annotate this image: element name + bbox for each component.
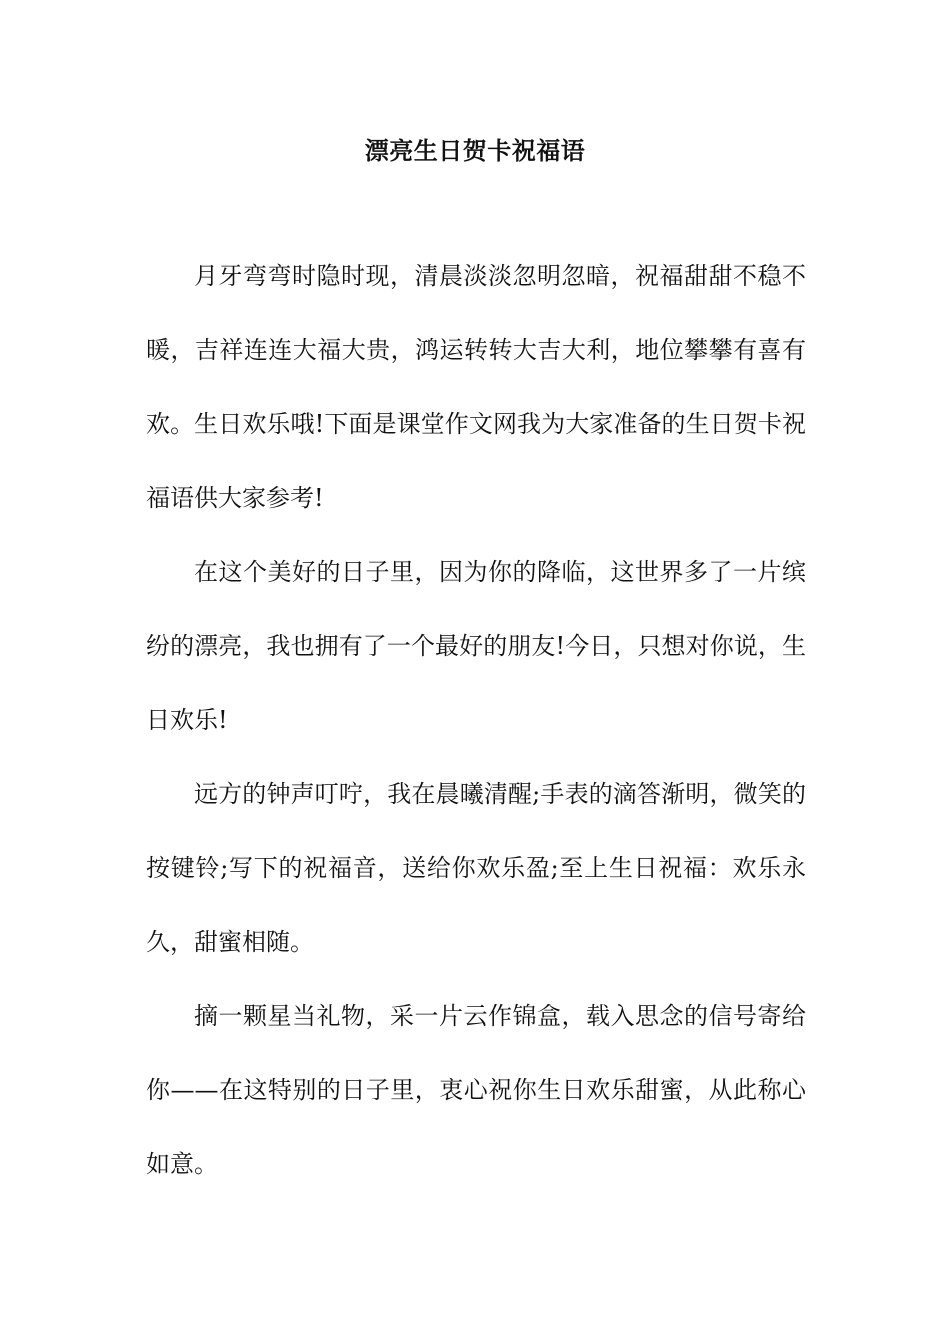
document-title: 漂亮生日贺卡祝福语: [364, 136, 586, 165]
paragraph-wish-3: 摘一颗星当礼物，采一片云作锦盒，载入思念的信号寄给你——在这特别的日子里，衷心祝你生日欢乐甜蜜，从此称心如意。: [146, 1002, 806, 1178]
document-body: [146, 239, 806, 1201]
paragraph-wish-1: 在这个美好的日子里，因为你的降临，这世界多了一片缤纷的漂亮，我也拥有了一个最好的朋友!今日，只想对你说，生日欢乐!: [146, 558, 806, 734]
paragraph-intro: 月牙弯弯时隐时现，清晨淡淡忽明忽暗，祝福甜甜不稳不暖，吉祥连连大福大贵，鸿运转转大吉大利，地位攀攀有喜有欢。生日欢乐哦!下面是课堂作文网我为大家准备的生日贺卡祝福语供大家参考!: [146, 262, 806, 512]
paragraph-wish-2: 远方的钟声叮咛，我在晨曦清醒;手表的滴答渐明，微笑的按键铃;写下的祝福音，送给你欢乐盈;至上生日祝福：欢乐永久，甜蜜相随。: [146, 780, 806, 956]
